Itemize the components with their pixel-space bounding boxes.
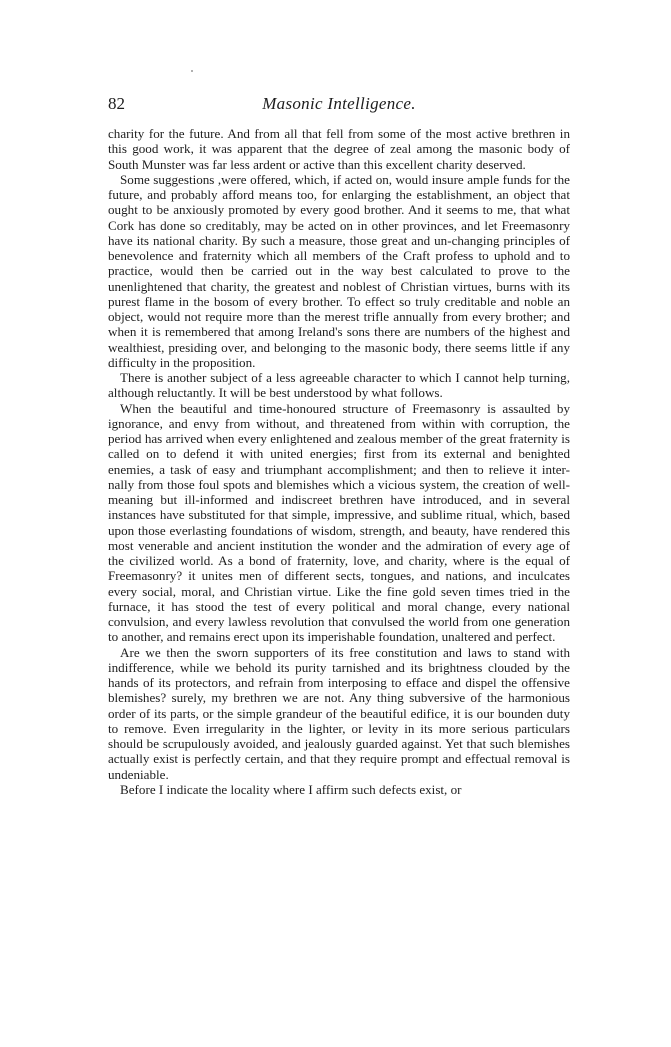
book-page [108,94,570,797]
paragraph-before-i-indicate: Before I indicate the locality where I affirm such defects exist, or [120,781,462,797]
running-title: Masonic Intelligence. [262,94,416,113]
page-number: 82 [108,94,125,113]
page-header [108,94,570,118]
paragraph-another-subject: There is another subject of a less agreeable character to which I cannot help turning, although reluctantly. It will be best understood by what follows. [108,370,570,401]
paragraph-structure-of-freemasonry: When the beautiful and time-honoured structure of Freemasonry is assaulted by ignorance, and envy from without, and threatened from within with corruption, the period has arrived when every enlightened and zealous member of the great fraternity is called on to defend it with united energies; first from its external and benighted enemies, a task of easy and triumphant accomplishment; and then to relieve it inter-nally from those foul spots and blemishes which a vicious system, the creation of well-meaning but ill-informed and indiscreet brethren have introduced, and in several instances have substituted for that simple, impressive, and sublime ritual, which, based upon those everlasting foundations of wisdom, strength, and beauty, have rendered this most venerable and ancient institution the wonder and the admiration of every age of the civilized world. As a bond of fraternity, love, and charity, where is the equal of Freemasonry? it unites men of different sects, tongues, and nations, and inculcates every social, moral, and Christian virtue. Like the fine gold seven times tried in the furnace, it has stood the test of every political and moral change, every national convulsion, and every lawless revolution that convulsed the world from one generation to another, and remains erect upon its imperishable foundation, unaltered and perfect. [108,400,570,645]
print-speck [191,70,193,72]
paragraph-sworn-supporters: Are we then the sworn supporters of its free constitution and laws to stand with indifference, while we behold its purity tarnished and its brightness clouded by the hands of its protectors, and refrain from interposing to efface and dispel the offensive blemishes? surely, my brethren we are not. Any thing subversive of the harmonious order of its parts, or the simple grandeur of the beautiful edifice, it is our bounden duty to remove. Even irregularity in the lighter, or levity in its more serious particulars should be scrupulously avoided, and jealously guarded against. Yet that such blemishes actually exist is perfectly certain, and that they require prompt and effectual removal is undeniable. [108,644,570,782]
article-body [108,126,570,797]
paragraph-continued: charity for the future. And from all that fell from some of the most active brethren in this good work, it was apparent that the degree of zeal among the masonic body of South Munster was far less ardent or active than this excellent charity deserved. [108,126,570,172]
paragraph-suggestions: Some suggestions ,were offered, which, if acted on, would insure ample funds for the future, and probably afford means too, for enlarging the establishment, an object that ought to be anxiously promoted by every good brother. And it seems to me, that what Cork has done so creditably, may be acted on in other provinces, and let Freemasonry have its national charity. By such a measure, those great and un-changing principles of benevolence and fraternity which all members of the Craft profess to uphold and to practice, would then be carried out in the way best calculated to prove to the unenlightened that charity, the greatest and noblest of Christian virtues, burns with its purest flame in the bosom of every brother. To effect so truly creditable and noble an object, would not require more than the merest trifle annually from every brother; and when it is remembered that among Ireland's sons there are numbers of the highest and wealthiest, presiding over, and belonging to the masonic body, there seems little if any difficulty in the proposition. [108,171,570,370]
